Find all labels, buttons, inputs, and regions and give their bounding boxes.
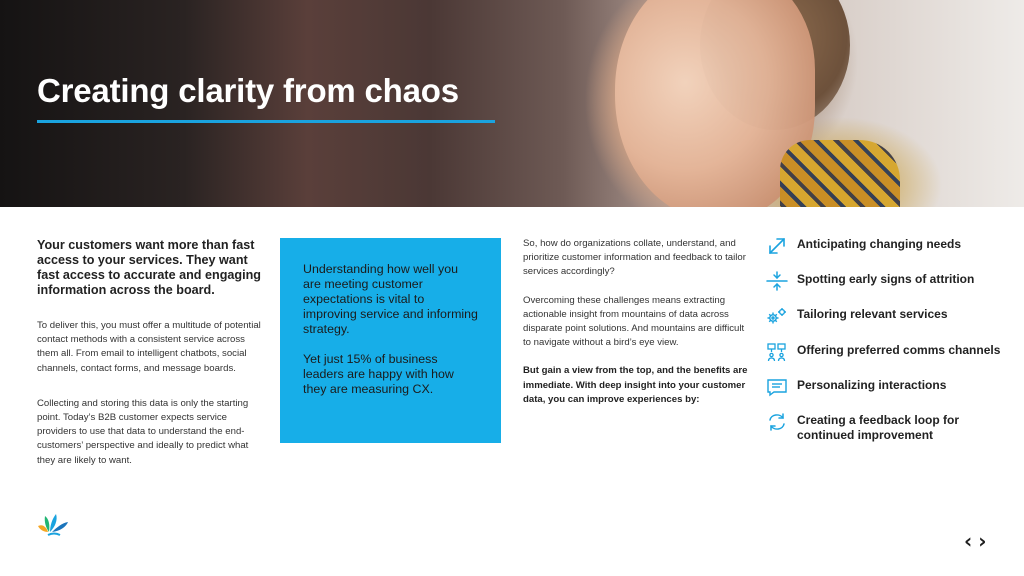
intro-paragraph-2: Collecting and storing this data is only the starting point. Today’s B2B customer expects service providers to use that data to understand the end-customers’ perspective and ideally to predict what they are likely to want. [37, 397, 249, 466]
channels-icon [766, 342, 790, 360]
list-item-label: Tailoring relevant services [797, 307, 948, 322]
list-item [766, 412, 1016, 447]
page-title: Creating clarity from chaos [37, 72, 459, 109]
hero-banner [0, 0, 1024, 207]
title-underline [37, 120, 495, 123]
list-item [766, 342, 1016, 377]
intro-paragraph-1: To deliver this, you must offer a multitude of potential contact methods with a consistent service across them all. From email to intelligent chatbots, social channels, contact forms, and message boards. [37, 320, 261, 374]
hero-photo-scarf [780, 140, 900, 207]
list-item-label: Spotting early signs of attrition [797, 272, 975, 287]
callout-text-1: Understanding how well you are meeting customer expectations is vital to improving service and informing strategy. [303, 262, 478, 336]
list-item-label: Creating a feedback loop for continued improvement [797, 412, 960, 442]
diagonal-arrows-icon [766, 236, 790, 254]
previous-slide-button[interactable]: ‹ [964, 529, 973, 553]
callout-text-2: Yet just 15% of business leaders are happy with how they are measuring CX. [303, 352, 454, 396]
slide-navigation [964, 530, 987, 552]
loop-icon [766, 412, 790, 430]
list-item [766, 236, 1016, 271]
list-item-label: Personalizing interactions [797, 377, 947, 392]
intro-lead: Your customers want more than fast access to your services. They want fast access to accurate and engaging information across the board. [37, 238, 261, 297]
body-paragraph-3: But gain a view from the top, and the benefits are immediate. With deep insight into your customer data, you can improve experiences by: [523, 365, 748, 405]
list-item [766, 377, 1016, 412]
brand-logo [36, 510, 72, 540]
list-item-label: Anticipating changing needs [797, 237, 962, 251]
next-slide-button[interactable]: › [978, 529, 987, 553]
gears-icon [766, 306, 790, 324]
list-item [766, 271, 1016, 306]
intro-column [37, 238, 267, 468]
chat-icon [766, 377, 790, 395]
list-item-label: Offering preferred comms channels [797, 342, 1001, 357]
callout-box [280, 238, 501, 443]
benefits-list [766, 236, 1016, 447]
body-paragraph-1: So, how do organizations collate, understand, and prioritize customer information and feedback to tailor services accordingly? [523, 238, 746, 278]
converge-arrows-icon [766, 271, 790, 289]
list-item [766, 306, 1016, 341]
body-column [523, 237, 748, 407]
body-paragraph-2: Overcoming these challenges means extracting actionable insight from mountains of data across disparate point solutions. And mountains are difficult to navigate without a bird’s eye view. [523, 294, 745, 349]
